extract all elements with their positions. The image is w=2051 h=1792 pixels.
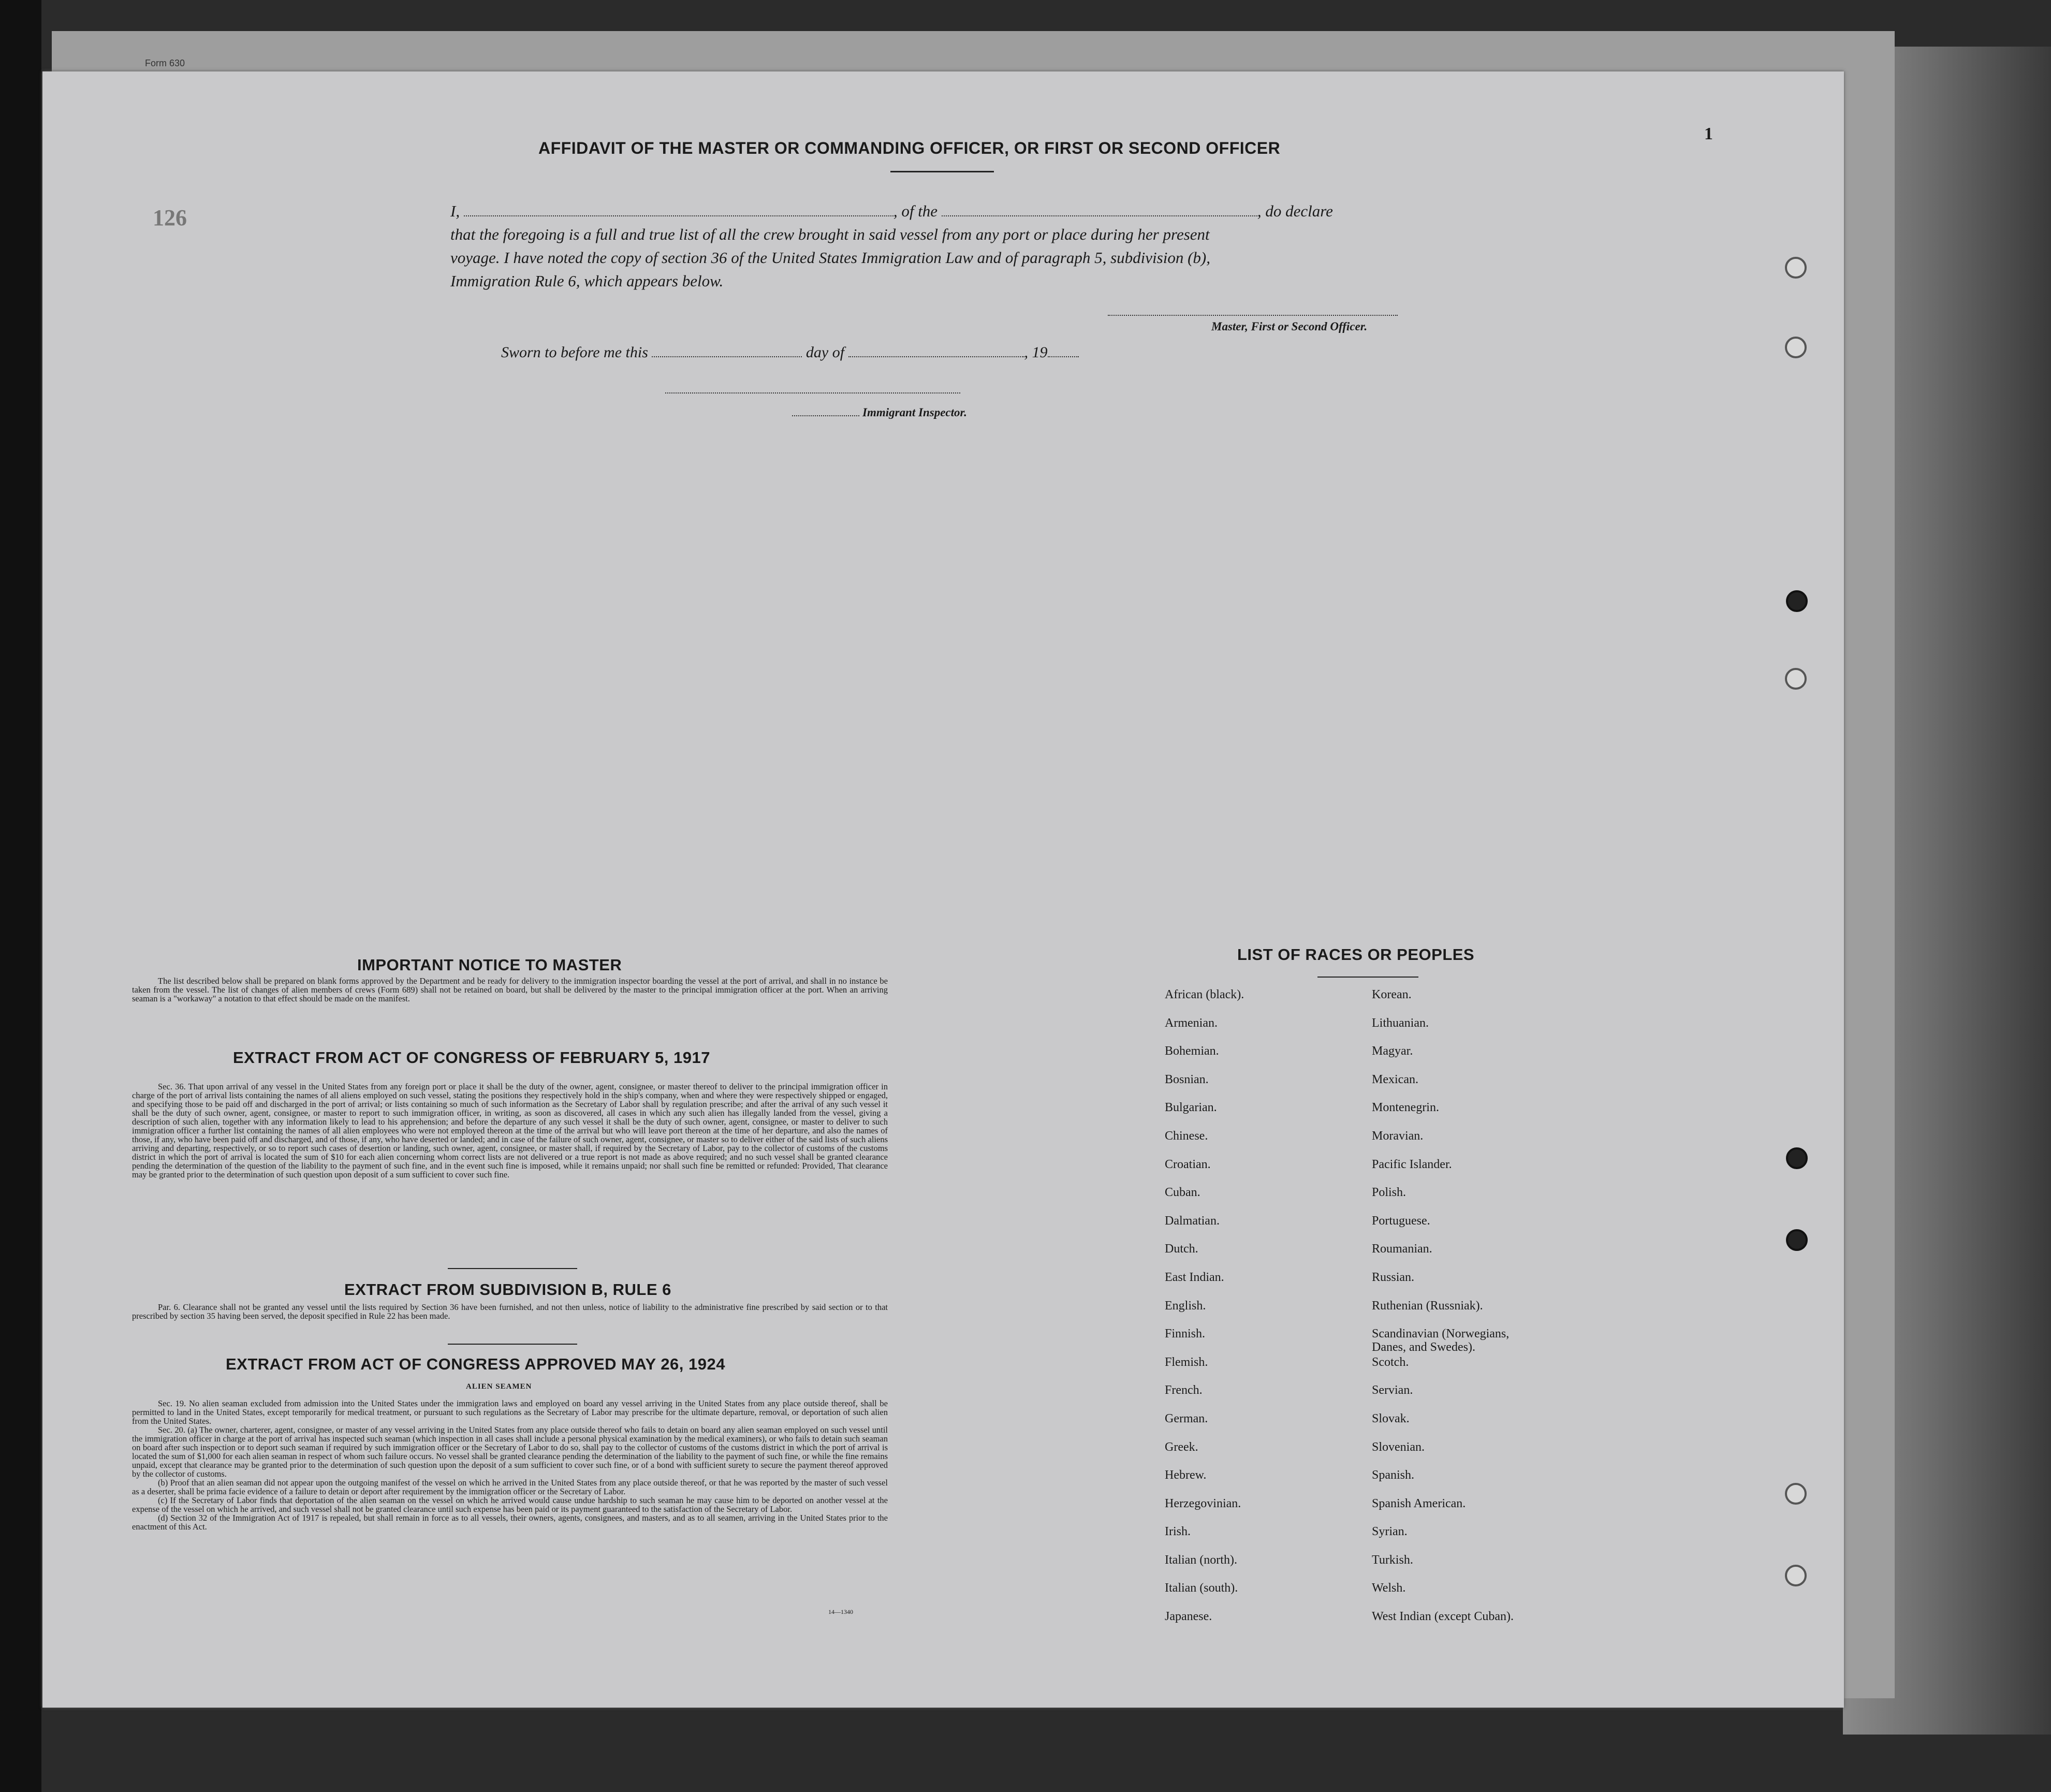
- race-item: Italian (north).: [1165, 1553, 1237, 1567]
- race-item: Ruthenian (Russniak).: [1372, 1299, 1483, 1313]
- race-item: Moravian.: [1372, 1129, 1424, 1143]
- races-left-column: [1165, 988, 1244, 1638]
- race-item: Pacific Islander.: [1372, 1157, 1452, 1171]
- inspector-signature-line: [665, 392, 960, 394]
- signature-line: [1108, 315, 1398, 316]
- race-item: Cuban.: [1165, 1186, 1200, 1200]
- notice-paragraph: The list described below shall be prepared on blank forms approved by the Department and be ready for delivery to the immigration inspector boarding the vessel at the port of arrival, and shall in no instance be taken from the vessel. The list of changes of alien members of crews (Form 689) shall not be retained on board, but shall be delivered by the master to the principal immigration officer at the port. When an arriving seaman is a "workaway" a notation to that effect should be made on the manifest.: [132, 976, 888, 1003]
- race-item: Servian.: [1372, 1383, 1413, 1397]
- sworn-start: Sworn to before me this: [501, 344, 648, 361]
- binder-hole: [1785, 337, 1807, 358]
- margin-stamp: 126: [153, 205, 187, 230]
- extract-1924-title: EXTRACT FROM ACT OF CONGRESS APPROVED MAY 26, 1924: [226, 1355, 725, 1373]
- binder-hole: [1786, 590, 1808, 612]
- race-item: English.: [1165, 1299, 1206, 1313]
- inspector-label: Immigrant Inspector.: [862, 406, 967, 419]
- sworn-year-blank: [1048, 356, 1079, 357]
- binder-hole: [1785, 1565, 1807, 1586]
- declaration-line-2: that the foregoing is a full and true list of all the crew brought in said vessel from any port or place during her present: [450, 225, 1210, 243]
- binder-hole: [1785, 668, 1807, 690]
- declaration-line-3: voyage. I have noted the copy of section 36 of the United States Immigration Law and of paragraph 5, subdivision (b),: [450, 249, 1210, 267]
- race-item: African (black).: [1165, 988, 1244, 1001]
- extract-1924-sec20c: (c) If the Secretary of Labor finds that deportation of the alien seaman on the vessel on which he arrived would cause undue hardship to such seaman he may cause him to be deported on another vessel at the expense of the vessel on which he arrived, and such vessel shall not be granted clearance until such expense has been paid or its payment guaranteed to the satisfaction of the Secretary of Labor.: [132, 1495, 888, 1514]
- extract-1924-sec19: Sec. 19. No alien seaman excluded from admission into the United States under the immigration laws and employed on board any vessel arriving in the United States from any place outside thereof, shall be permitted to land in the United States, except temporarily for medical treatment, or pursuant to such regulations as the Secretary of Labor may prescribe for the ultimate departure, removal, or deportation of such alien from the United States.: [132, 1398, 888, 1426]
- extract-1924-sec20d: (d) Section 32 of the Immigration Act of 1917 is repealed, but shall remain in force as to all vessels, their owners, agents, consignees, and masters, and as to all seamen, arriving in the United States prior to the enactment of this Act.: [132, 1513, 888, 1532]
- race-item: Polish.: [1372, 1186, 1407, 1200]
- races-right-column: [1372, 988, 1514, 1638]
- sworn-statement: [501, 344, 1079, 361]
- race-item: Bosnian.: [1165, 1072, 1209, 1086]
- race-item: Armenian.: [1165, 1016, 1218, 1030]
- race-item: French.: [1165, 1383, 1203, 1397]
- race-item: Flemish.: [1165, 1355, 1208, 1369]
- declaration-line-4: Immigration Rule 6, which appears below.: [450, 272, 724, 290]
- race-item: Croatian.: [1165, 1157, 1211, 1171]
- race-item: Bohemian.: [1165, 1044, 1219, 1058]
- notice-title: IMPORTANT NOTICE TO MASTER: [357, 956, 622, 974]
- race-item: Herzegovinian.: [1165, 1496, 1241, 1510]
- extract-1924-sec20a: Sec. 20. (a) The owner, charterer, agent, consignee, or master of any vessel arriving in the United States from any place outside thereof who fails to detain on board any alien seaman employed on such vessel until the immigration officer in charge at the port of arrival has inspected such seaman (which inspection in all cases shall include a personal physical examination by the medical examiners), or who fails to detain such seaman on board after such inspection or to deport such seaman if required by such immigration officer or the Secretary of Labor to do so, shall pay to the collector of customs of the customs district in which the port of arrival is located the sum of $1,000 for each alien seaman in respect of whom such failure occurs. No vessel shall be granted clearance pending the determination of the liability to the payment of such fine, or while the fine remains unpaid, except that clearance may be granted prior to the determination of such question upon the deposit of a sum sufficient to cover such fine, or of a bond with sufficient surety to secure the payment thereof approved by the collector of customs.: [132, 1425, 888, 1479]
- race-item: Syrian.: [1372, 1525, 1408, 1539]
- signature-label: Master, First or Second Officer.: [1211, 320, 1368, 333]
- binder-hole: [1786, 1229, 1808, 1251]
- race-item: Dutch.: [1165, 1242, 1198, 1256]
- race-item: Russian.: [1372, 1270, 1415, 1284]
- race-item: German.: [1165, 1411, 1208, 1425]
- race-item: Irish.: [1165, 1525, 1191, 1539]
- race-item: Finnish.: [1165, 1327, 1206, 1341]
- sworn-day-of: day of: [805, 344, 845, 361]
- extract-1917-title: EXTRACT FROM ACT OF CONGRESS OF FEBRUARY 5, 1917: [233, 1048, 710, 1067]
- race-item: Mexican.: [1372, 1072, 1418, 1086]
- race-item: Hebrew.: [1165, 1468, 1207, 1482]
- race-item: Scotch.: [1372, 1355, 1409, 1369]
- section-divider: [448, 1268, 577, 1269]
- race-item: Scandinavian (Norwegians, Danes, and Swedes).: [1372, 1327, 1510, 1354]
- extract-rule6-paragraph: Par. 6. Clearance shall not be granted any vessel until the lists required by Section 36 have been furnished, and not then unless, notice of liability to the administrative fine prescribed by said section or to that prescribed by section 35 having been served, the deposit specified in Rule 22 has been made.: [132, 1302, 888, 1321]
- race-item: Greek.: [1165, 1440, 1198, 1454]
- extract-1917-body: [132, 1082, 888, 1179]
- declaration-do-declare: , do declare: [1257, 202, 1333, 220]
- inspector-label-row: [792, 406, 967, 419]
- extract-1924-sec20b: (b) Proof that an alien seaman did not appear upon the outgoing manifest of the vessel on which he arrived in the United States from any place outside thereof, or that he was reported by the master of such vessel as a deserter, shall be prima facie evidence of a failure to detain or deport after requirement by the immigration officer or the Secretary of Labor.: [132, 1478, 888, 1496]
- name-blank: [464, 215, 893, 216]
- sworn-year: , 19: [1024, 344, 1048, 361]
- form-code: 14—1340: [828, 1608, 853, 1615]
- title-underline: [890, 171, 994, 172]
- race-item: Chinese.: [1165, 1129, 1208, 1143]
- race-item: Lithuanian.: [1372, 1016, 1429, 1030]
- inspector-name-blank: [792, 415, 859, 416]
- race-item: Slovak.: [1372, 1411, 1410, 1425]
- affidavit-title: AFFIDAVIT OF THE MASTER OR COMMANDING OFFICER, OR FIRST OR SECOND OFFICER: [538, 139, 1281, 157]
- scanner-background-left: [0, 0, 41, 1792]
- race-item: Portuguese.: [1372, 1214, 1430, 1228]
- sworn-month-blank: [848, 356, 1024, 357]
- race-item: Bulgarian.: [1165, 1101, 1217, 1115]
- declaration-i: I,: [450, 202, 460, 220]
- vessel-blank: [942, 215, 1257, 216]
- binder-hole: [1785, 1483, 1807, 1505]
- race-item: Spanish.: [1372, 1468, 1415, 1482]
- races-title-underline: [1317, 977, 1418, 978]
- binder-hole: [1786, 1147, 1808, 1169]
- race-item: Welsh.: [1372, 1581, 1406, 1595]
- extract-rule6-title: EXTRACT FROM SUBDIVISION B, RULE 6: [344, 1280, 671, 1299]
- form-number-label: Form 630: [145, 58, 185, 68]
- alien-seamen-heading: ALIEN SEAMEN: [466, 1382, 532, 1391]
- race-item: Roumanian.: [1372, 1242, 1432, 1256]
- race-item: Dalmatian.: [1165, 1214, 1220, 1228]
- binder-hole: [1785, 257, 1807, 279]
- race-item: East Indian.: [1165, 1270, 1224, 1284]
- race-item: Korean.: [1372, 988, 1412, 1001]
- race-item: Spanish American.: [1372, 1496, 1466, 1510]
- race-item: Turkish.: [1372, 1553, 1413, 1567]
- affidavit-declaration: [450, 199, 1444, 293]
- extract-rule6-body: [132, 1303, 888, 1320]
- race-item: Italian (south).: [1165, 1581, 1238, 1595]
- notice-body: [132, 977, 888, 1003]
- extract-1917-paragraph: Sec. 36. That upon arrival of any vessel in the United States from any foreign port or place it shall be the duty of the owner, agent, consignee, or master thereof to deliver to the principal immigration officer in charge of the port of arrival lists containing the names of all aliens employed on such vessel, stating the positions they respectively hold in the ship's company, when and where they were respectively shipped or engaged, and specifying those to be paid off and discharged in the port of arrival; or lists containing so much of such information as the Secretary of Labor shall by regulation prescribe; and after the arrival of any such vessel it shall be the duty of such owner, agent, consignee, or master to report to such immigration officer, in writing, as soon as discovered, all cases in which any such alien has illegally landed from the vessel, giving a description of such alien, together with any information likely to lead to his apprehension; and before the departure of any such vessel it shall be the duty of such owner, agent, consignee, or master to deliver to such immigration officer a further list containing the names of all alien employees who were not employed thereon at the time of the arrival but who will leave port thereon at the time of her departure, and also the names of those, if any, who have been paid off and discharged, and of those, if any, who have deserted or landed; and in case of the failure of such owner, agent, consignee, or master so to deliver either of the said lists of such aliens arriving and departing, respectively, or so to report such cases of desertion or landing, such owner, agent, consignee, or master shall, if required by the Secretary of Labor, pay to the collector of customs of the customs district in which the port of arrival is located the sum of $10 for each alien concerning whom correct lists are not delivered or a true report is not made as above required; and no such vessel shall be granted clearance pending the determination of the question of the liability to the payment of such fine, and in the event such fine is imposed, while it remains unpaid; nor shall such fine be remitted or refunded: Provided, That clearance may be granted prior to the determination of such question upon deposit of a sum sufficient to cover such fine.: [132, 1082, 888, 1179]
- race-item: West Indian (except Cuban).: [1372, 1610, 1514, 1624]
- race-item: Slovenian.: [1372, 1440, 1425, 1454]
- race-item: Montenegrin.: [1372, 1101, 1439, 1115]
- section-divider: [448, 1344, 577, 1345]
- sworn-date-blank: [652, 356, 802, 357]
- race-item: Japanese.: [1165, 1610, 1212, 1624]
- declaration-of-the: , of the: [893, 202, 938, 220]
- races-title: LIST OF RACES OR PEOPLES: [1237, 945, 1475, 964]
- extract-1924-body: [132, 1399, 888, 1531]
- race-item: Magyar.: [1372, 1044, 1413, 1058]
- page-number: 1: [1704, 124, 1713, 143]
